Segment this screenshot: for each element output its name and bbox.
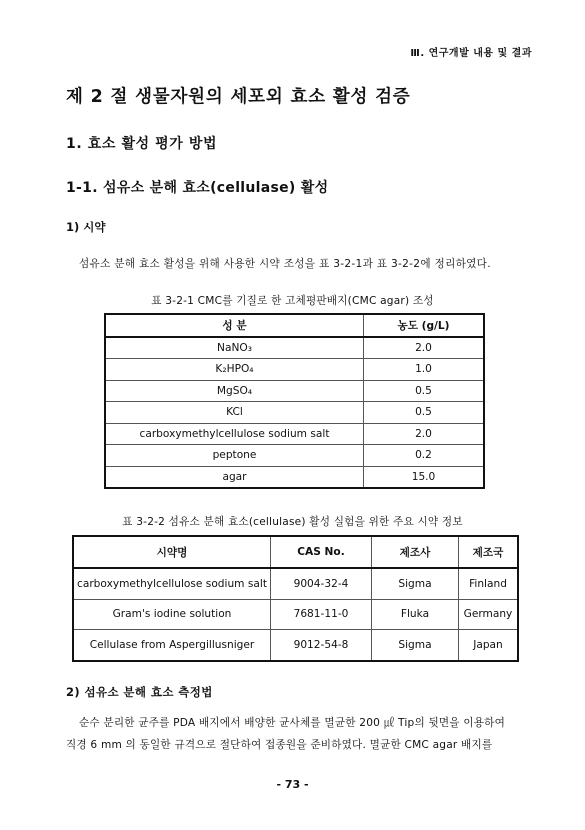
composition-table bbox=[104, 313, 485, 489]
heading-1-1: 1-1. 섬유소 분해 효소(cellulase) 활성 bbox=[66, 180, 329, 196]
table-row bbox=[73, 568, 518, 599]
heading-1: 1. 효소 활성 평가 방법 bbox=[66, 136, 218, 152]
table-row bbox=[105, 423, 484, 445]
table-cell: NaNO₃ bbox=[105, 337, 364, 359]
table-cell: carboxymethylcellulose sodium salt bbox=[73, 568, 271, 599]
column-header: 제조국 bbox=[459, 536, 519, 568]
table-cell: Sigma bbox=[372, 568, 459, 599]
table-cell: carboxymethylcellulose sodium salt bbox=[105, 423, 364, 445]
table-header-row bbox=[73, 536, 518, 568]
column-header: 제조사 bbox=[372, 536, 459, 568]
column-header: CAS No. bbox=[271, 536, 372, 568]
table-cell: 7681-11-0 bbox=[271, 599, 372, 630]
table-row bbox=[105, 337, 484, 359]
table1-caption: 표 3-2-1 CMC를 기질로 한 고체평판배지(CMC agar) 조성 bbox=[151, 295, 434, 307]
table-cell: Gram's iodine solution bbox=[73, 599, 271, 630]
table-row bbox=[105, 466, 484, 488]
table-cell: Fluka bbox=[372, 599, 459, 630]
table-cell: agar bbox=[105, 466, 364, 488]
table-cell: Sigma bbox=[372, 630, 459, 661]
table-cell: 1.0 bbox=[364, 359, 485, 381]
column-header: 시약명 bbox=[73, 536, 271, 568]
table-cell: MgSO₄ bbox=[105, 380, 364, 402]
table-row bbox=[73, 630, 518, 661]
intro-paragraph: 섬유소 분해 효소 활성을 위해 사용한 시약 조성을 표 3-2-1과 표 3-2-2에 정리하였다. bbox=[79, 258, 491, 270]
table-cell: 9012-54-8 bbox=[271, 630, 372, 661]
method-line-2: 직경 6 mm 의 동일한 규격으로 절단하여 접종원을 준비하였다. 멸균한 CMC agar 배지를 bbox=[66, 739, 493, 751]
table-cell: Finland bbox=[459, 568, 519, 599]
subheading-method: 2) 섬유소 분해 효소 측정법 bbox=[66, 685, 213, 699]
table-cell: 0.5 bbox=[364, 380, 485, 402]
reagent-info-table bbox=[72, 535, 519, 662]
subheading-reagents: 1) 시약 bbox=[66, 220, 106, 234]
table-cell: 15.0 bbox=[364, 466, 485, 488]
table-cell: 9004-32-4 bbox=[271, 568, 372, 599]
page-number: - 73 - bbox=[276, 778, 309, 791]
column-header: 농도 (g/L) bbox=[364, 314, 485, 337]
table-cell: K₂HPO₄ bbox=[105, 359, 364, 381]
table-row bbox=[105, 359, 484, 381]
table-cell: KCl bbox=[105, 402, 364, 424]
table-row bbox=[105, 402, 484, 424]
table-cell: Cellulase from Aspergillusniger bbox=[73, 630, 271, 661]
table-cell: 0.5 bbox=[364, 402, 485, 424]
table-cell: 0.2 bbox=[364, 445, 485, 467]
table-cell: peptone bbox=[105, 445, 364, 467]
method-paragraph bbox=[66, 712, 518, 756]
table-header-row bbox=[105, 314, 484, 337]
table-row bbox=[105, 380, 484, 402]
table-cell: Germany bbox=[459, 599, 519, 630]
table-cell: 2.0 bbox=[364, 423, 485, 445]
column-header: 성 분 bbox=[105, 314, 364, 337]
table-row bbox=[105, 445, 484, 467]
table-cell: Japan bbox=[459, 630, 519, 661]
table-cell: 2.0 bbox=[364, 337, 485, 359]
section-title: 제 2 절 생물자원의 세포외 효소 활성 검증 bbox=[66, 87, 411, 107]
method-line-1: 순수 분리한 균주를 PDA 배지에서 배양한 균사체를 멸균한 200 ㎕ Tip의 뒷면을 이용하여 bbox=[79, 717, 506, 729]
table2-caption: 표 3-2-2 섬유소 분해 효소(cellulase) 활성 실험을 위한 주요 시약 정보 bbox=[122, 516, 463, 528]
table-row bbox=[73, 599, 518, 630]
running-header: Ⅲ. 연구개발 내용 및 결과 bbox=[410, 48, 532, 59]
